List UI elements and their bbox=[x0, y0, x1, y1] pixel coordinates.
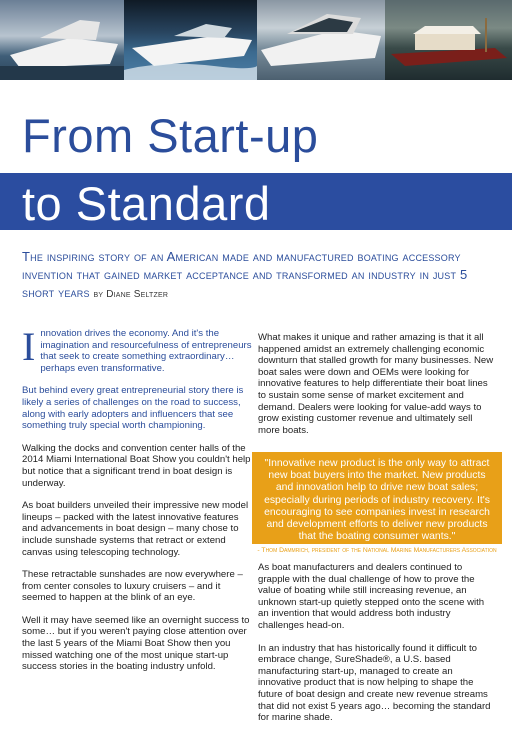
body-paragraph: Well it may have seemed like an overnight success to some… but if you weren't paying close attention over the last 5 years of the Miami Boat Show then you missed watching one of the most unique start-up success stories in the boating industry unfold. bbox=[22, 614, 250, 673]
boat-photo-yacht bbox=[257, 0, 385, 80]
byline: by Diane Seltzer bbox=[93, 289, 169, 300]
header-photo-strip bbox=[0, 0, 512, 80]
page-title-line-1: From Start-up bbox=[22, 109, 319, 162]
right-column-bottom bbox=[258, 562, 494, 735]
boat-photo-docked bbox=[0, 0, 124, 80]
lead-paragraph-2: But behind every great entrepreneurial story there is likely a series of challenges on the road to success, along with early adopters and influencers that see something truly special worth championing. bbox=[22, 385, 244, 432]
body-paragraph: In an industry that has historically found it difficult to embrace change, SureShade®, a U.S. based manufacturing start-up, managed to create an innovative product that is now helping to shape the future of boat design and create new revenue streams that did not exist 5 years ago… becoming the standard for marine shade. bbox=[258, 642, 491, 724]
body-paragraph: What makes it unique and rather amazing is that it all happened amidst an extremely challenging economic downturn that stalled growth for many businesses. New boat sales were down and OEMs were looking for innovative features to help differentiate their boat lines to sustain some sense of market excitement and demand. Dealers were looking for value-add ways to grow existing customer revenue and ultimately sell more boats. bbox=[258, 332, 494, 436]
body-paragraph: As boat builders unveiled their impressive new model lineups – packed with the latest innovative features and advancements in boat design – many chose to include sunshade systems that retract or extend canvas using telescoping technology. bbox=[22, 500, 249, 558]
drop-cap: I bbox=[22, 324, 36, 369]
body-paragraph: These retractable sunshades are now everywhere – from center consoles to luxury cruisers – and it seemed to happen at the blink of an eye. bbox=[22, 569, 243, 604]
lead-paragraph-1 bbox=[22, 324, 254, 374]
lead-paragraph-1-text: nnovation drives the economy. And it's the imagination and resourcefulness of entrepreneurs that seek to create something extraordinary… perhaps even transformative. bbox=[40, 328, 252, 374]
body-paragraph: As boat manufacturers and dealers continued to grapple with the dual challenge of how to prove the value of boating while still increasing revenue, an unknown start-up quietly stepped onto the scene with an invention that would address both industry challenges head-on. bbox=[258, 562, 485, 631]
boat-photo-cruising bbox=[124, 0, 257, 80]
page-title-line-2: to Standard bbox=[22, 177, 271, 230]
subtitle-text: The inspiring story of an American made and manufactured boating accessory invention that gained market acceptance and transformed an industry in just 5 short years bbox=[22, 249, 468, 300]
boat-photo-classic bbox=[385, 0, 512, 80]
right-column-top bbox=[258, 332, 494, 447]
body-paragraph: Walking the docks and convention center halls of the 2014 Miami International Boat Show you couldn't help but notice that a significant trend in boat design is underway. bbox=[22, 442, 251, 489]
left-column bbox=[22, 324, 254, 684]
quote-attribution: - Thom Dammrich, president of the National Marine Manufacturers Association bbox=[257, 547, 497, 554]
article-subtitle bbox=[22, 248, 498, 304]
pull-quote: "Innovative new product is the only way to attract new boat buyers into the market. New products and innovation help to drive new boat sales; especially during periods of industry recovery. It's encouraging to see companies invest in research and development efforts to deliver new products that the boating consumer wants." bbox=[252, 452, 502, 544]
